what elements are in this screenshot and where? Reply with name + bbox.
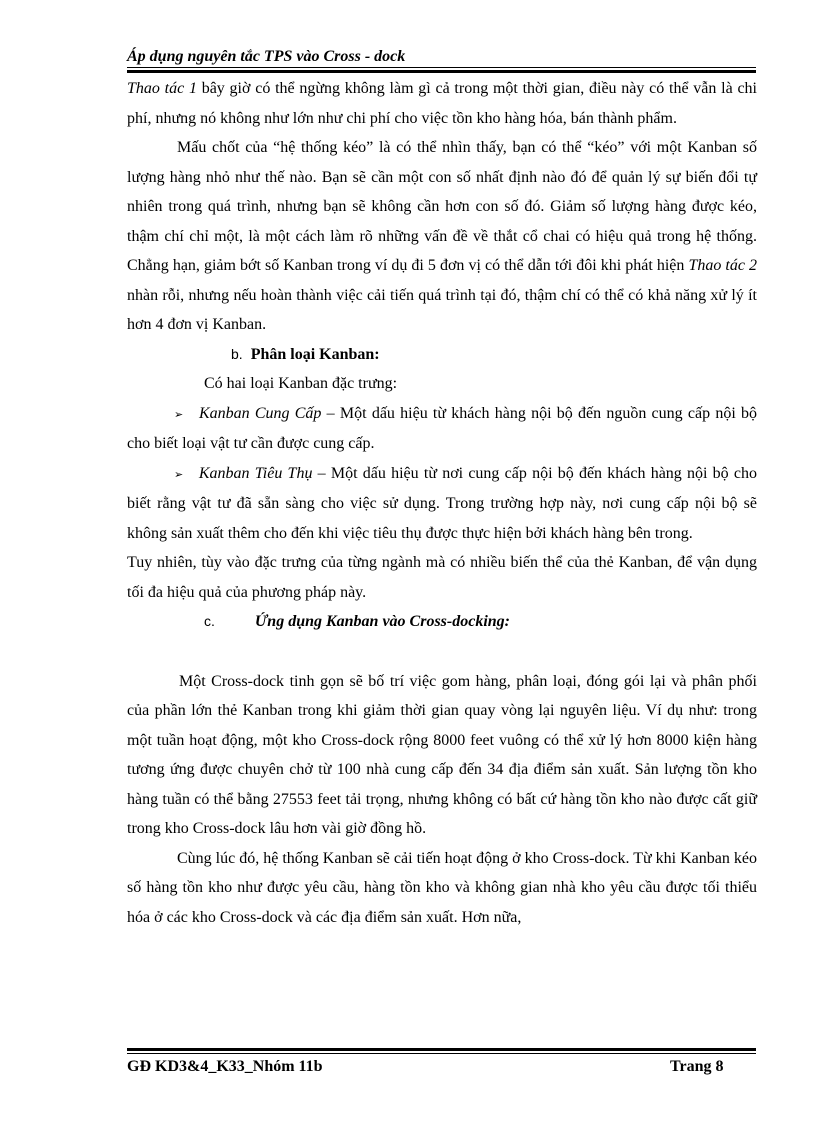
header-divider (127, 67, 756, 68)
section-title-c: Ứng dụng Kanban vào Cross-docking: (254, 613, 511, 630)
arrow-bullet-icon: ➢ (174, 467, 184, 481)
section-title-b: Phân loại Kanban: (250, 345, 380, 363)
paragraph-2-part-b: nhàn rỗi, nhưng nếu hoàn thành việc cải tiến quá trình tại đó, thậm chí có thể có khả năng xử lý ít hơn 4 đơn vị Kanban. (127, 286, 757, 333)
section-marker-c: c. (204, 613, 215, 629)
paragraph-4: Tuy nhiên, tùy vào đặc trưng của từng ngành mà có nhiều biến thể của thẻ Kanban, để vận dụng tối đa hiệu quả của phương pháp này. (127, 554, 757, 601)
spacer (127, 637, 757, 667)
footer-divider (127, 1053, 756, 1054)
bullet-2-term: Kanban Tiêu Thụ (198, 464, 313, 482)
arrow-bullet-icon: ➢ (174, 407, 184, 421)
bullet-item-1 (127, 399, 757, 459)
bullet-1-text: – Một dấu hiệu từ khách hàng nội bộ đến nguồn cung cấp nội bộ cho biết loại vật tư cần được cung cấp. (127, 404, 758, 452)
paragraph-2-italic: Thao tác 2 (688, 257, 757, 274)
paragraph-2 (127, 133, 757, 340)
page-header-title: Áp dụng nguyên tắc TPS vào Cross - dock (127, 48, 406, 65)
bullet-2-text: – Một dấu hiệu từ nơi cung cấp nội bộ đến khách hàng nội bộ cho biết rằng vật tư đã sẵn sàng cho việc sử dụng. Trong trường hợp này, nơi cung cấp nội bộ sẽ không sản xuất thêm cho đến khi việc tiêu thụ được thực hiện bởi khách hàng bên trong. (127, 464, 757, 542)
paragraph-5: Một Cross-dock tinh gọn sẽ bố trí việc gom hàng, phân loại, đóng gói lại và phân phối của phần lớn thẻ Kanban trong khi giảm thời gian quay vòng lại nguyên liệu. Ví dụ như: trong một tuần hoạt động, một kho Cross-dock rộng 8000 feet vuông có thể xử lý hơn 8000 kiện hàng tương ứng được chuyên chở từ 100 nhà cung cấp đến 34 địa điểm sản xuất. Sản lượng tồn kho hàng tuần có thể bằng 27553 feet tải trọng, nhưng không có bất cứ hàng tồn kho nào được cất giữ trong kho Cross-dock lâu hơn vài giờ đồng hồ. (127, 672, 757, 837)
section-heading-b (127, 340, 757, 370)
paragraph-6: Cùng lúc đó, hệ thống Kanban sẽ cải tiến hoạt động ở kho Cross-dock. Từ khi Kanban kéo số hàng tồn kho như được yêu cầu, hàng tồn kho và không gian nhà kho yêu cầu được tối thiểu hóa ở các kho Cross-dock và các địa điểm sản xuất. Hơn nữa, (127, 849, 757, 926)
section-heading-c (127, 607, 757, 637)
document-body (127, 74, 757, 932)
footer-page-number: Trang 8 (670, 1058, 724, 1075)
section-marker-b: b. (231, 345, 243, 362)
paragraph-3: Có hai loại Kanban đặc trưng: (204, 375, 398, 392)
paragraph-1-text: bây giờ có thể ngừng không làm gì cả trong một thời gian, điều này có thể vẫn là chi phí, nhưng nó không như lớn như chi phí cho việc tồn kho hàng hóa, bán thành phẩm. (127, 80, 757, 127)
footer-group-label: GĐ KD3&4_K33_Nhóm 11b (127, 1058, 323, 1075)
bullet-1-term: Kanban Cung Cấp (198, 404, 322, 422)
header-divider-thick (127, 70, 756, 73)
paragraph-2-part-a: Mấu chốt của “hệ thống kéo” là có thể nhìn thấy, bạn có thể “kéo” với một Kanban số lượng hàng nhỏ như thế nào. Bạn sẽ cần một con số nhất định nào đó để quản lý sự biến đổi tự nhiên trong quá trình, nhưng bạn sẽ không cần hơn con số đó. Giảm số lượng hàng được kéo, thậm chí chỉ một, là một cách làm rõ những vấn đề về thắt cổ chai có hiệu quả trong hệ thống. Chẳng hạn, giảm bớt số Kanban trong ví dụ đi 5 đơn vị có thể dẫn tới đôi khi phát hiện (127, 139, 757, 274)
paragraph-1 (127, 74, 757, 133)
paragraph-1-italic: Thao tác 1 (127, 80, 197, 97)
bullet-item-2 (127, 459, 757, 549)
footer-divider-thick (127, 1048, 756, 1051)
